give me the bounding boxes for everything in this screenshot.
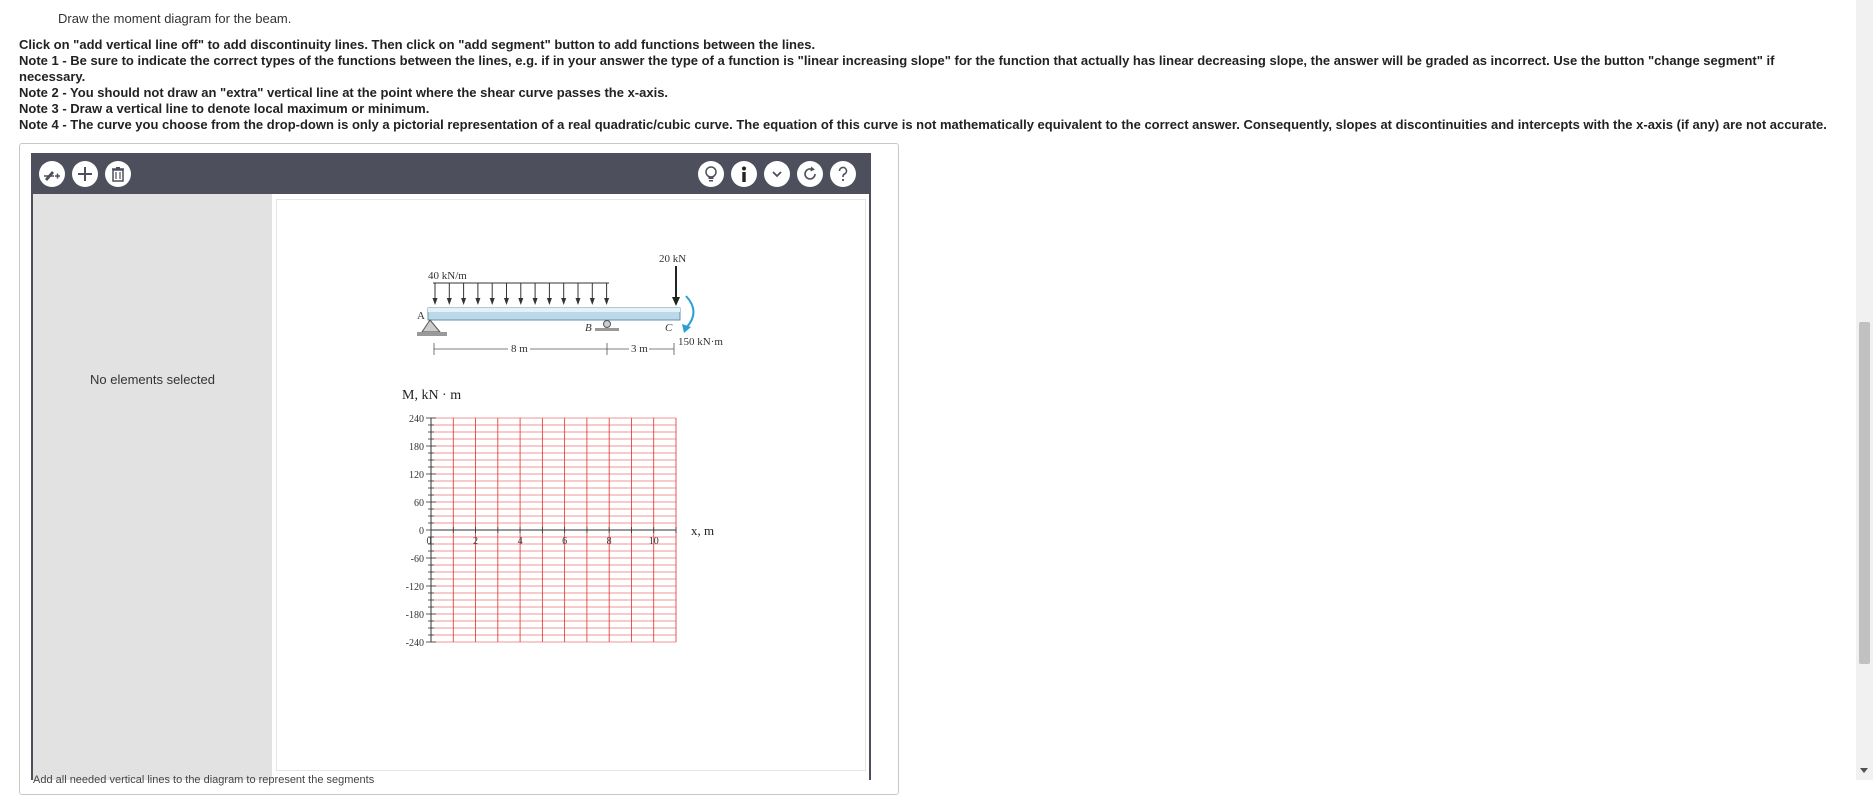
distributed-load-label: 40 kN/m [428,270,467,282]
footer-instruction: Add all needed vertical lines to the diagram to represent the segments [33,774,375,786]
support-b-label: B [585,322,592,334]
y-tick-label: -120 [405,582,424,593]
distributed-load-arrow-head [433,298,438,305]
y-tick-label: -240 [405,638,424,649]
instruction-note-4: Note 4 - The curve you choose from the drop-down is only a pictorial representation of a real quadratic/cubic curve. The equation of this curve is not mathematically equivalent to the correct answer. Consequently, slopes at discontinuities and intercepts with the x-axis (if any) are not accurate. [19,117,1827,132]
distributed-load-arrow-head [461,298,466,305]
x-tick-label: 6 [562,536,568,547]
x-tick-label: 0 [426,536,432,547]
properties-sidebar [33,194,272,780]
distributed-load-arrow-head [518,298,523,305]
distributed-load-arrow-head [504,298,509,305]
support-a-base [417,332,447,336]
hint-bulb-icon [702,165,720,183]
scroll-down-arrow[interactable] [1860,768,1868,773]
x-tick-label: 8 [606,536,612,547]
span-ab-label: 8 m [511,343,528,355]
x-tick-label: 10 [648,536,659,547]
distributed-load-arrow-head [576,298,581,305]
moment-label: 150 kN·m [678,336,723,348]
y-tick-label: 180 [409,442,424,453]
problem-prompt: Draw the moment diagram for the beam. [58,11,292,26]
dropdown-button[interactable] [764,161,790,187]
moment-arrow-head [682,324,691,333]
instruction-line: Click on "add vertical line off" to add discontinuity lines. Then click on "add segment" button to add functions between the lines. [19,37,816,52]
diagram-grid [426,418,676,642]
y-tick-label: -60 [410,554,424,565]
reset-button[interactable] [797,161,823,187]
sidebar-message: No elements selected [89,372,215,387]
reset-icon [801,165,819,183]
point-load-label: 20 kN [659,253,687,265]
info-button[interactable] [731,161,757,187]
chevron-down-icon [770,167,784,181]
distributed-load-arrow-head [561,298,566,305]
y-axis-label: M, kN · m [402,388,462,403]
distributed-load-arrow-head [447,298,452,305]
instruction-note-3: Note 3 - Draw a vertical line to denote local maximum or minimum. [19,101,430,116]
page-scrollbar[interactable] [1856,0,1873,780]
instructions [19,37,1839,133]
x-tick-label: 4 [517,536,523,547]
y-tick-label: 60 [414,498,424,509]
y-tick-labels [406,414,424,649]
y-tick-label: 120 [409,470,424,481]
point-load-arrow-head [672,297,680,306]
distributed-load-arrow-head [604,298,609,305]
x-tick-label: 2 [473,536,479,547]
beam-and-moment-diagram [277,200,865,770]
hint-button[interactable] [698,161,724,187]
help-button[interactable] [830,161,856,187]
distributed-load-arrow-head [533,298,538,305]
delete-icon [109,165,127,183]
support-a-label: A [417,310,425,322]
toolbar [31,153,871,194]
drawing-canvas[interactable] [277,200,865,770]
support-b-roller [604,321,611,328]
add-vertical-line-button[interactable] [39,161,65,187]
add-segment-icon [76,165,94,183]
help-icon [834,165,852,183]
distributed-load-arrow-head [490,298,495,305]
support-b-base [595,328,619,331]
y-tick-label: 0 [419,526,424,537]
beam-figure [417,253,723,355]
delete-button[interactable] [105,161,131,187]
instruction-note-2: Note 2 - You should not draw an "extra" vertical line at the point where the shear curve passes the x-axis. [19,85,669,100]
point-c-label: C [665,322,673,334]
add-segment-button[interactable] [72,161,98,187]
y-tick-label: 240 [409,414,424,425]
y-tick-label: -180 [405,610,424,621]
frame-right-border [869,194,871,780]
span-bc-label: 3 m [631,343,648,355]
distributed-load-arrow-head [475,298,480,305]
scrollbar-thumb[interactable] [1859,322,1870,664]
distributed-load-arrow-head [547,298,552,305]
distributed-load-arrows [433,283,610,305]
instruction-note-1: Note 1 - Be sure to indicate the correct types of the functions between the lines, e.g. if in your answer the type of a function is "linear increasing slope" for the function that actually has linear decreasing slope, the answer will be graded as incorrect. Use the button "change segment" if necessary. [19,53,1775,84]
add-vertical-line-icon [43,165,61,183]
beam-highlight [428,308,680,312]
info-icon [735,165,753,183]
x-axis-label: x, m [691,523,715,538]
moment-arc [686,296,694,328]
distributed-load-arrow-head [590,298,595,305]
